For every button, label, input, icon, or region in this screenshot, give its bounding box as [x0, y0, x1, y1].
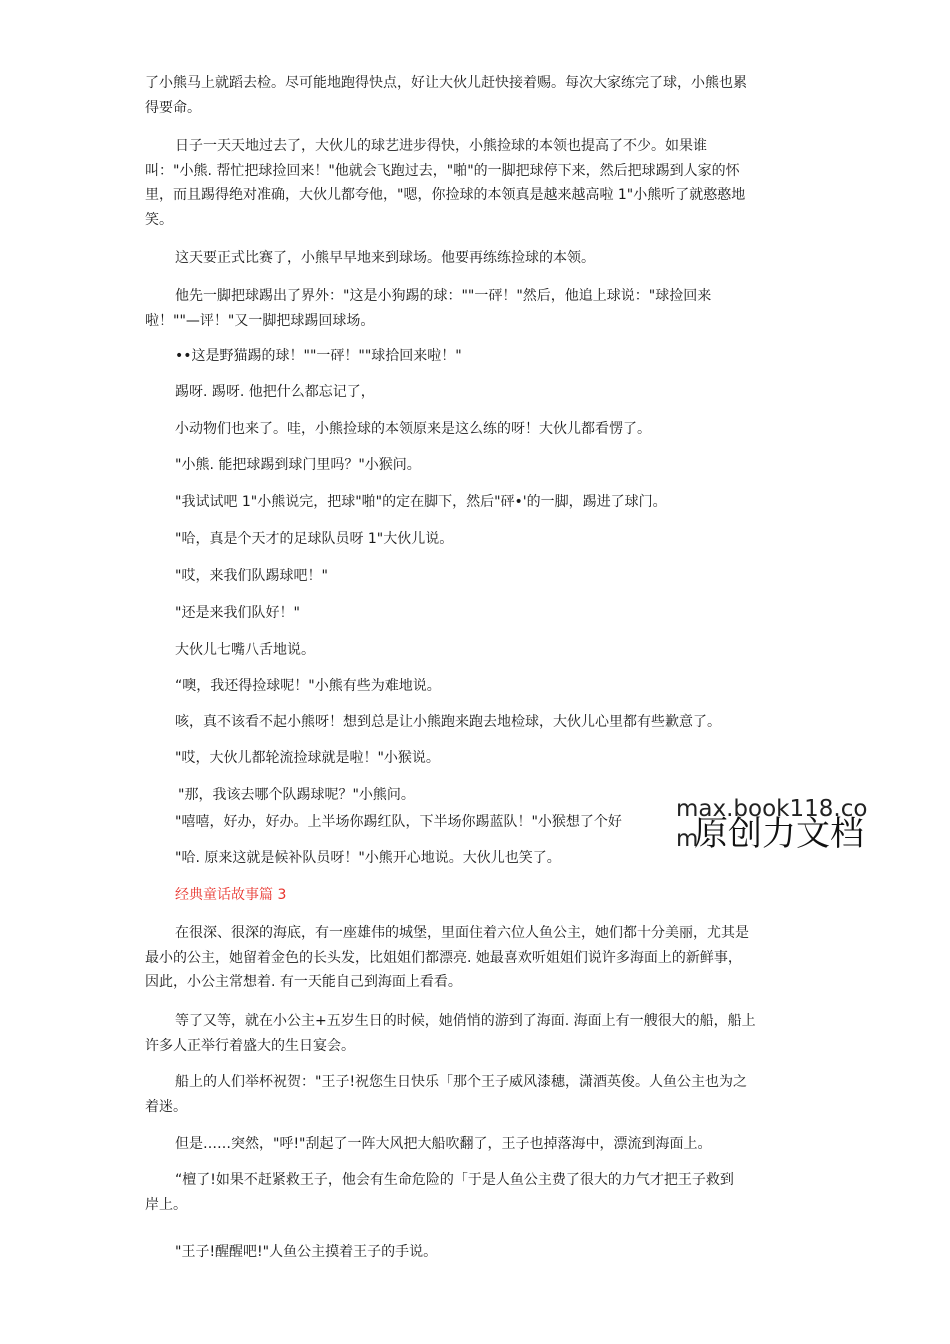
paragraph	[175, 810, 622, 835]
paragraph	[145, 134, 745, 232]
paragraph	[175, 746, 440, 771]
text-line: “噢，我还得捡球呢！"小熊有些为难地说。	[175, 678, 441, 694]
text-line: 了小熊马上就蹈去检。尽可能地跑得快点，好让大伙儿赶快接着赐。每次大家练完了球，小熊也累	[145, 75, 747, 91]
paragraph	[175, 246, 595, 271]
text-line: 小动物们也来了。哇，小熊捡球的本领原来是这么练的呀！大伙儿都看愣了。	[175, 421, 651, 437]
watermark-label: 原创力文档	[694, 814, 864, 854]
paragraph	[175, 344, 462, 369]
text-line: 着迷。	[145, 1098, 187, 1115]
paragraph	[145, 921, 749, 995]
paragraph	[145, 284, 711, 333]
text-line: 大伙儿七嘴八舌地说。	[175, 642, 315, 658]
paragraph	[175, 1240, 437, 1265]
text-line: "哎，来我们队踢球吧！"	[175, 568, 328, 584]
paragraph	[175, 710, 721, 735]
text-line: 许多人正举行着盛大的生日宴会。	[145, 1037, 355, 1054]
text-line: 叫："小熊. 帮忙把球捡回来！"他就会飞跑过去，"啪"的一脚把球停下来，然后把球踢到人家的怀	[145, 162, 740, 179]
text-line: "那，我该去哪个队踢球呢？"小熊问。	[178, 787, 415, 803]
text-line: 在很深、很深的海底，有一座雄伟的城堡，里面住着六位人鱼公主，她们都十分美丽，尤其是	[175, 925, 749, 941]
text-line: "我试试吧 1"小熊说完，把球"啪"的定在脚下，然后"砰•'的一脚，踢进了球门。	[175, 494, 667, 510]
section-heading	[175, 883, 286, 908]
text-line: 笑。	[145, 211, 173, 228]
text-line: "小熊. 能把球踢到球门里吗？"小猴问。	[175, 457, 421, 473]
text-line: 这天要正式比赛了，小熊早早地来到球场。他要再练练捡球的本领。	[175, 250, 595, 266]
text-line: "哈. 原来这就是候补队员呀！"小熊开心地说。大伙儿也笑了。	[175, 850, 561, 866]
text-line: 因此，小公主常想着. 有一天能自己到海面上看看。	[145, 974, 462, 990]
paragraph	[145, 71, 747, 120]
watermark-url-tail: m	[676, 826, 699, 852]
text-line: “檀了!如果不赶紧救王子，他会有生命危险的「于是人鱼公主费了很大的力气才把王子救到	[175, 1172, 734, 1188]
text-line: 最小的公主，她留着金色的长头发，比姐姐们都漂亮. 她最喜欢听姐姐们说许多海面上的新鲜事，	[145, 949, 742, 966]
text-line: 船上的人们举杯祝贺："王子!祝您生日快乐「那个王子威风漆穗，潇酒英俊。人鱼公主也为之	[175, 1074, 748, 1090]
watermark-url: max.book118.co	[676, 796, 868, 822]
paragraph	[175, 564, 328, 589]
paragraph	[178, 783, 415, 808]
text-line: 日子一天天地过去了，大伙儿的球艺进步得快，小熊捡球的本领也提高了不少。如果谁	[175, 138, 707, 154]
paragraph	[175, 527, 453, 552]
paragraph	[175, 1132, 712, 1157]
paragraph	[175, 601, 300, 626]
paragraph	[175, 380, 375, 405]
text-line: 但是……突然，"呼!"刮起了一阵大风把大船吹翻了，王子也掉落海中，漂流到海面上。	[175, 1136, 712, 1152]
paragraph	[175, 674, 441, 699]
text-line: "嘻嘻，好办，好办。上半场你踢红队，下半场你踢蓝队！"小猴想了个好	[175, 814, 622, 830]
text-line: 踢呀. 踢呀. 他把什么都忘记了，	[175, 384, 375, 400]
text-line: 啦！""—评！"又一脚把球踢回球场。	[145, 312, 375, 329]
text-line: "王子!醒醒吧!"人鱼公主摸着王子的手说。	[175, 1244, 438, 1260]
text-line: ••这是野猫踢的球！""一砰！""球拾回来啦！"	[175, 348, 462, 364]
paragraph	[145, 1009, 756, 1058]
text-line: 岸上。	[145, 1196, 187, 1213]
paragraph	[175, 490, 667, 515]
text-line: 他先一脚把球踢出了界外："这是小狗踢的球：""一砰！"然后，他追上球说："球捡回来	[175, 288, 712, 304]
text-line: 得要命。	[145, 99, 201, 116]
paragraph	[175, 417, 651, 442]
text-line: "还是来我们队好！"	[175, 605, 300, 621]
text-line: "哈，真是个天才的足球队员呀 1"大伙儿说。	[175, 531, 454, 547]
text-line: 等了又等，就在小公主+五岁生日的时候，她俏悄的游到了海面. 海面上有一艘很大的船，船上	[175, 1013, 756, 1029]
text-line: "哎，大伙儿都轮流捡球就是啦！"小猴说。	[175, 750, 440, 766]
paragraph	[145, 1070, 747, 1119]
text-line: 咳，真不该看不起小熊呀！想到总是让小熊跑来跑去地检球，大伙儿心里都有些歉意了。	[175, 714, 721, 730]
text-line: 里，而且踢得绝对准确，大伙儿都夸他，"嗯，你捡球的本领真是越来越高啦 1"小熊听了就憨憨地	[145, 187, 746, 203]
paragraph	[145, 1168, 734, 1217]
paragraph	[175, 638, 315, 663]
paragraph	[175, 846, 561, 871]
paragraph	[175, 453, 421, 478]
section-heading-text: 经典童话故事篇 3	[175, 887, 287, 903]
